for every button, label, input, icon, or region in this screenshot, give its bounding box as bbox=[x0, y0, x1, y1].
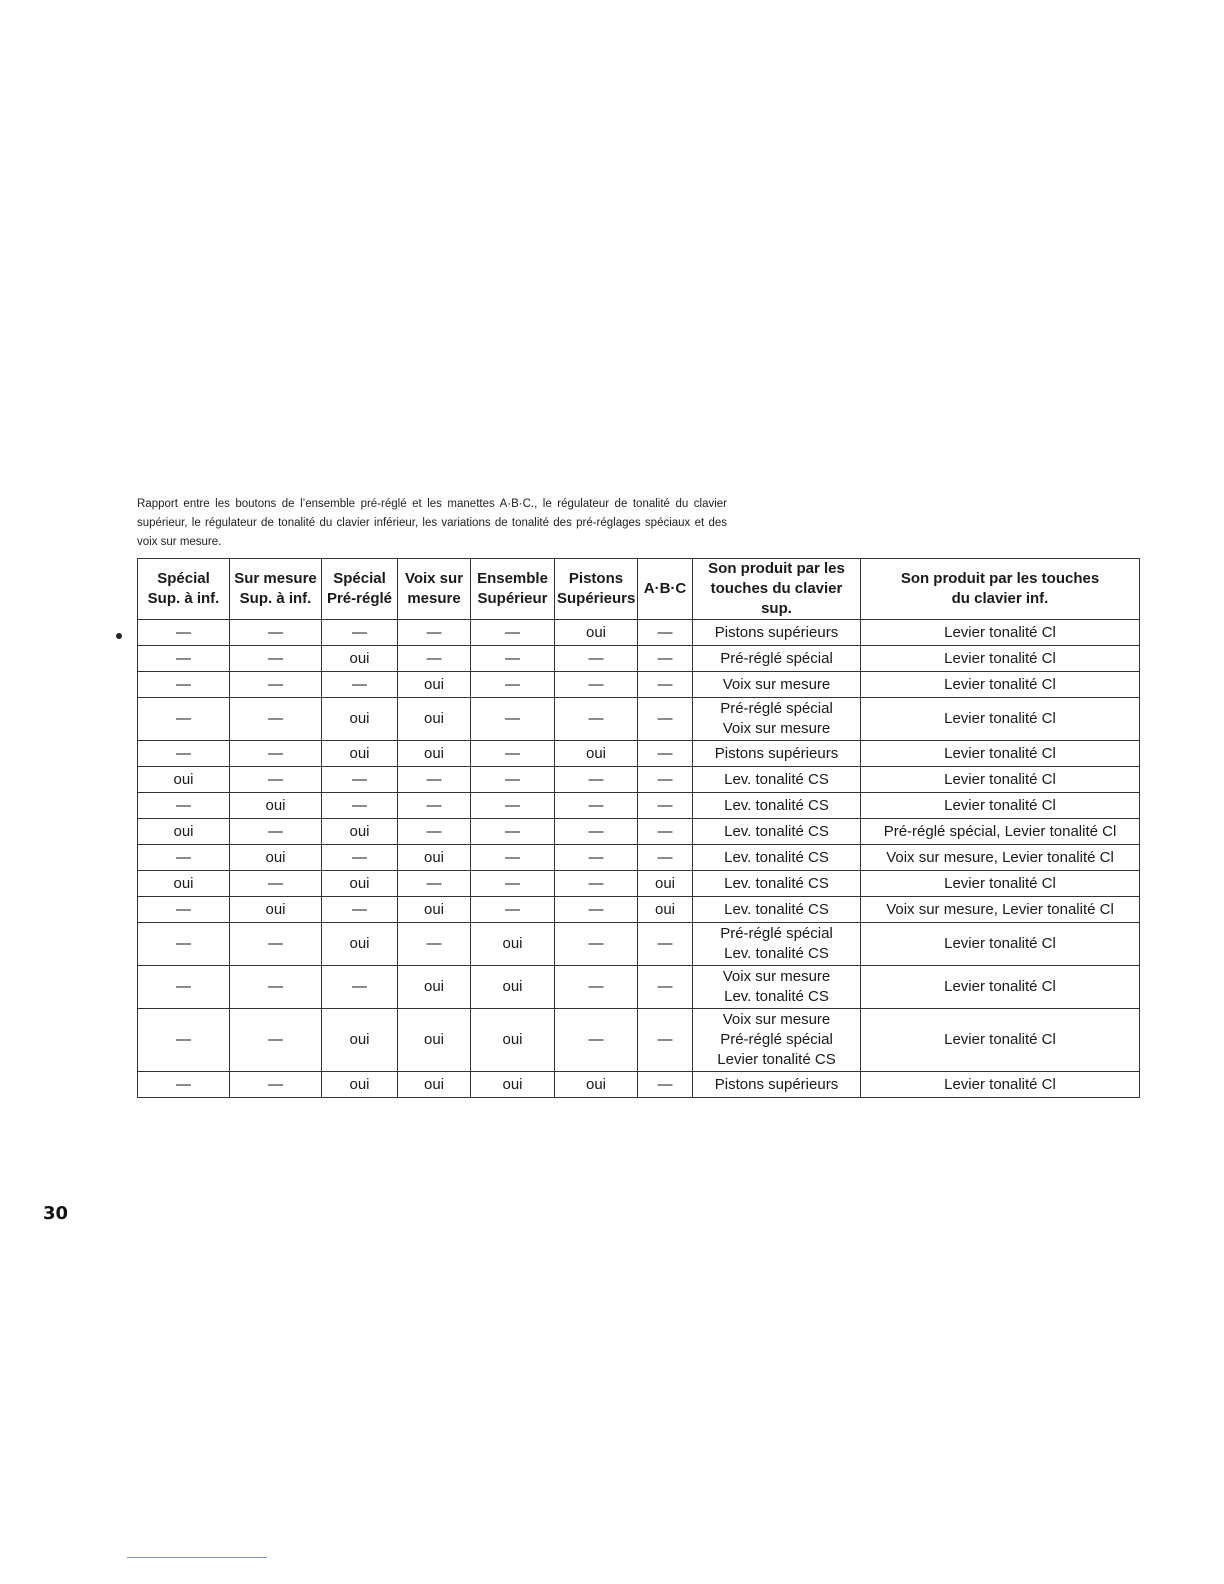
table-cell: — bbox=[138, 741, 230, 767]
table-cell: Levier tonalité Cl bbox=[861, 741, 1140, 767]
table-cell: oui bbox=[398, 1072, 471, 1098]
table-cell: oui bbox=[398, 698, 471, 741]
cell-line: Lev. tonalité CS bbox=[724, 822, 829, 840]
cell-line: Pré-réglé spécial bbox=[720, 700, 833, 717]
table-cell: — bbox=[398, 819, 471, 845]
table-cell: oui bbox=[471, 923, 555, 966]
table-cell: — bbox=[138, 793, 230, 819]
table-cell: — bbox=[138, 923, 230, 966]
column-header bbox=[322, 559, 398, 620]
table-cell: oui bbox=[398, 1009, 471, 1072]
page-number: 30 bbox=[43, 1203, 69, 1224]
table-cell: — bbox=[555, 1009, 638, 1072]
column-header bbox=[555, 559, 638, 620]
table-cell: — bbox=[555, 923, 638, 966]
table-cell: — bbox=[555, 767, 638, 793]
margin-bullet-mark bbox=[116, 633, 122, 639]
table-cell: — bbox=[555, 966, 638, 1009]
table-cell: — bbox=[638, 966, 693, 1009]
column-header-line: Pré-réglé bbox=[326, 590, 393, 607]
table-cell: oui bbox=[471, 966, 555, 1009]
table-cell: — bbox=[138, 966, 230, 1009]
table-cell: — bbox=[555, 672, 638, 698]
table-cell bbox=[693, 923, 861, 966]
table-cell: oui bbox=[322, 819, 398, 845]
table-cell: — bbox=[230, 819, 322, 845]
table-cell: — bbox=[555, 845, 638, 871]
table-row bbox=[138, 793, 1140, 819]
table-cell: oui bbox=[322, 698, 398, 741]
table-cell: oui bbox=[322, 1072, 398, 1098]
table-cell: oui bbox=[638, 897, 693, 923]
table-cell bbox=[693, 741, 861, 767]
cell-line: Voix sur mesure bbox=[722, 675, 831, 693]
table-cell: — bbox=[230, 1072, 322, 1098]
table-cell: — bbox=[638, 672, 693, 698]
table-cell: Levier tonalité Cl bbox=[861, 871, 1140, 897]
table-cell bbox=[693, 698, 861, 741]
table-cell: — bbox=[398, 871, 471, 897]
table-cell: — bbox=[138, 620, 230, 646]
cell-line: Pré-réglé spécial bbox=[720, 925, 833, 942]
column-header-line: du clavier inf. bbox=[951, 590, 1049, 607]
table-cell: — bbox=[471, 897, 555, 923]
table-cell: — bbox=[638, 767, 693, 793]
table-cell bbox=[693, 819, 861, 845]
table-cell: — bbox=[230, 741, 322, 767]
table-caption: Rapport entre les boutons de l’ensemble pré-réglé et les manettes A·B·C., le régulateur de tonalité du clavier supérieur, le régulateur de tonalité du clavier inférieur, les variations de tonalité des pré-réglages spéciaux et des voix sur mesure. bbox=[137, 498, 727, 548]
table-cell: Voix sur mesure, Levier tonalité Cl bbox=[861, 897, 1140, 923]
table-row bbox=[138, 923, 1140, 966]
table-cell: oui bbox=[138, 871, 230, 897]
table-cell: — bbox=[138, 672, 230, 698]
table-cell: — bbox=[471, 741, 555, 767]
table-cell: — bbox=[230, 620, 322, 646]
table-row bbox=[138, 819, 1140, 845]
cell-line: Levier tonalité CS bbox=[717, 1051, 836, 1068]
cell-line: Pré-réglé spécial bbox=[720, 649, 833, 667]
table-cell: — bbox=[398, 620, 471, 646]
table-cell: — bbox=[555, 819, 638, 845]
column-header-line: Son produit par les bbox=[708, 560, 845, 577]
table-cell: — bbox=[138, 845, 230, 871]
table-cell: Levier tonalité Cl bbox=[861, 672, 1140, 698]
table-cell: — bbox=[471, 767, 555, 793]
table-cell: oui bbox=[555, 620, 638, 646]
table-row bbox=[138, 767, 1140, 793]
relationship-table bbox=[137, 558, 1140, 1098]
table-cell: oui bbox=[398, 966, 471, 1009]
table-cell: — bbox=[471, 672, 555, 698]
column-header-line: touches du clavier sup. bbox=[710, 580, 843, 617]
column-header-line: Ensemble bbox=[477, 570, 548, 587]
cell-line: Lev. tonalité CS bbox=[724, 770, 829, 788]
table-cell: Levier tonalité Cl bbox=[861, 698, 1140, 741]
cell-line: Pistons supérieurs bbox=[714, 1075, 839, 1093]
column-header-line: Voix sur bbox=[404, 570, 464, 587]
cell-line: Voix sur mesure bbox=[722, 1011, 831, 1028]
column-header-line: Supérieurs bbox=[557, 590, 636, 607]
column-header-line: mesure bbox=[407, 590, 461, 607]
column-header bbox=[638, 559, 693, 620]
column-header-line: Sup. à inf. bbox=[239, 590, 312, 607]
table-cell: oui bbox=[230, 845, 322, 871]
table-cell: oui bbox=[322, 871, 398, 897]
table-cell bbox=[693, 845, 861, 871]
table-cell: — bbox=[555, 698, 638, 741]
table-cell: oui bbox=[398, 672, 471, 698]
column-header-line: Supérieur bbox=[477, 590, 548, 607]
table-cell: — bbox=[138, 1009, 230, 1072]
cell-line: Pistons supérieurs bbox=[714, 744, 839, 762]
table-cell: — bbox=[638, 646, 693, 672]
cell-line: Lev. tonalité CS bbox=[724, 900, 829, 918]
table-cell bbox=[693, 1009, 861, 1072]
cell-line: Lev. tonalité CS bbox=[724, 796, 829, 814]
table-cell: — bbox=[138, 897, 230, 923]
table-cell: — bbox=[471, 620, 555, 646]
table-cell: oui bbox=[638, 871, 693, 897]
column-header-line: Spécial bbox=[157, 570, 210, 587]
table-row bbox=[138, 845, 1140, 871]
table-cell: — bbox=[230, 672, 322, 698]
table-row bbox=[138, 672, 1140, 698]
column-header-line: A·B·C bbox=[643, 580, 687, 597]
table-cell: — bbox=[471, 871, 555, 897]
table-cell bbox=[693, 966, 861, 1009]
table-cell bbox=[693, 620, 861, 646]
table-cell: — bbox=[638, 1009, 693, 1072]
column-header-line: Sup. à inf. bbox=[147, 590, 220, 607]
table-cell: — bbox=[322, 845, 398, 871]
table-cell: Levier tonalité Cl bbox=[861, 966, 1140, 1009]
table-cell: oui bbox=[471, 1009, 555, 1072]
table-cell: — bbox=[138, 1072, 230, 1098]
table-row bbox=[138, 741, 1140, 767]
cell-line: Lev. tonalité CS bbox=[724, 988, 829, 1005]
table-cell: — bbox=[322, 767, 398, 793]
table-cell: oui bbox=[322, 923, 398, 966]
column-header bbox=[398, 559, 471, 620]
table-cell: Levier tonalité Cl bbox=[861, 923, 1140, 966]
table-body bbox=[138, 620, 1140, 1098]
table-cell: — bbox=[230, 923, 322, 966]
table-cell: — bbox=[398, 793, 471, 819]
table-cell: — bbox=[230, 1009, 322, 1072]
table-cell: — bbox=[138, 646, 230, 672]
table-cell: — bbox=[638, 1072, 693, 1098]
column-header bbox=[138, 559, 230, 620]
table-cell: — bbox=[555, 646, 638, 672]
table-cell: — bbox=[638, 819, 693, 845]
table-cell bbox=[693, 897, 861, 923]
table-cell: — bbox=[230, 871, 322, 897]
table-cell: — bbox=[471, 845, 555, 871]
table-row bbox=[138, 620, 1140, 646]
table-cell: — bbox=[638, 923, 693, 966]
table-cell: oui bbox=[555, 1072, 638, 1098]
table-cell: — bbox=[471, 698, 555, 741]
table-row bbox=[138, 1072, 1140, 1098]
column-header-line: Pistons bbox=[568, 570, 624, 587]
cell-line: Lev. tonalité CS bbox=[724, 848, 829, 866]
table-cell: Levier tonalité Cl bbox=[861, 646, 1140, 672]
column-header-line: Sur mesure bbox=[234, 570, 317, 587]
column-header bbox=[693, 559, 861, 620]
table-cell: — bbox=[322, 897, 398, 923]
table-cell bbox=[693, 767, 861, 793]
cell-line: Voix sur mesure bbox=[722, 968, 831, 985]
table-cell: — bbox=[230, 767, 322, 793]
table-cell: — bbox=[555, 793, 638, 819]
table-cell: Levier tonalité Cl bbox=[861, 767, 1140, 793]
table-cell: oui bbox=[322, 646, 398, 672]
table-header bbox=[138, 559, 1140, 620]
table-cell: Levier tonalité Cl bbox=[861, 1009, 1140, 1072]
column-header bbox=[861, 559, 1140, 620]
table-cell: — bbox=[638, 620, 693, 646]
table-cell: Levier tonalité Cl bbox=[861, 620, 1140, 646]
table-cell bbox=[693, 1072, 861, 1098]
table-cell: — bbox=[322, 793, 398, 819]
table-cell bbox=[693, 646, 861, 672]
cell-line: Lev. tonalité CS bbox=[724, 945, 829, 962]
table-cell: — bbox=[398, 923, 471, 966]
table-cell bbox=[693, 793, 861, 819]
table-row bbox=[138, 698, 1140, 741]
table-cell: Voix sur mesure, Levier tonalité Cl bbox=[861, 845, 1140, 871]
table-cell: Pré-réglé spécial, Levier tonalité Cl bbox=[861, 819, 1140, 845]
cell-line: Lev. tonalité CS bbox=[724, 874, 829, 892]
table-cell bbox=[693, 672, 861, 698]
table-cell: oui bbox=[138, 819, 230, 845]
table-row bbox=[138, 966, 1140, 1009]
table-cell: — bbox=[230, 646, 322, 672]
table-cell: oui bbox=[555, 741, 638, 767]
table-cell: oui bbox=[471, 1072, 555, 1098]
table-cell: — bbox=[230, 698, 322, 741]
table-cell: oui bbox=[138, 767, 230, 793]
footer-rule bbox=[127, 1557, 267, 1558]
table-row bbox=[138, 646, 1140, 672]
table-cell: — bbox=[638, 793, 693, 819]
table-row bbox=[138, 1009, 1140, 1072]
table-row bbox=[138, 871, 1140, 897]
table-cell: Levier tonalité Cl bbox=[861, 793, 1140, 819]
column-header-line: Son produit par les touches bbox=[900, 570, 1100, 587]
table-cell: — bbox=[322, 672, 398, 698]
table-cell: — bbox=[322, 620, 398, 646]
table-cell: oui bbox=[230, 793, 322, 819]
table-cell: oui bbox=[398, 897, 471, 923]
table-cell: oui bbox=[322, 1009, 398, 1072]
table-cell: — bbox=[471, 793, 555, 819]
cell-line: Pistons supérieurs bbox=[714, 623, 839, 641]
table-cell: oui bbox=[230, 897, 322, 923]
table-cell: — bbox=[638, 741, 693, 767]
table-cell: — bbox=[471, 819, 555, 845]
table-row bbox=[138, 897, 1140, 923]
cell-line: Voix sur mesure bbox=[722, 720, 831, 737]
column-header bbox=[230, 559, 322, 620]
table-cell: oui bbox=[398, 845, 471, 871]
table-cell: — bbox=[322, 966, 398, 1009]
table-cell: — bbox=[638, 845, 693, 871]
header-row bbox=[138, 559, 1140, 620]
table-cell: — bbox=[471, 646, 555, 672]
table-cell: — bbox=[555, 897, 638, 923]
table-cell: — bbox=[398, 767, 471, 793]
table-cell: Levier tonalité Cl bbox=[861, 1072, 1140, 1098]
table-cell: — bbox=[398, 646, 471, 672]
table-cell: — bbox=[138, 698, 230, 741]
column-header-line: Spécial bbox=[333, 570, 386, 587]
table-cell: oui bbox=[322, 741, 398, 767]
column-header bbox=[471, 559, 555, 620]
cell-line: Pré-réglé spécial bbox=[720, 1031, 833, 1048]
table-cell: — bbox=[638, 698, 693, 741]
table-cell: oui bbox=[398, 741, 471, 767]
table-cell bbox=[693, 871, 861, 897]
table-cell: — bbox=[230, 966, 322, 1009]
table-cell: — bbox=[555, 871, 638, 897]
